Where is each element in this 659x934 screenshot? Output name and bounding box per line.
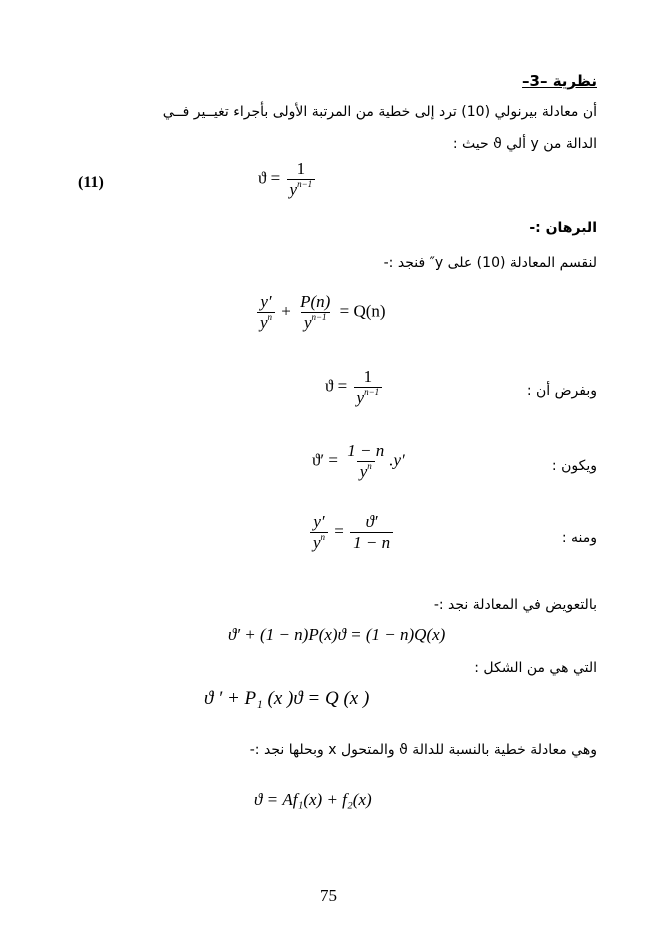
substitution-line: بالتعويض في المعادلة نجد :- xyxy=(433,597,597,613)
eqA-term2-den-exp: n−1 xyxy=(311,311,327,322)
eqC-tail: .y′ xyxy=(389,450,405,470)
eqC-lhs: ϑ′ = xyxy=(312,450,338,470)
eq11-numerator: 1 xyxy=(296,159,306,178)
eq11-den-base: y xyxy=(289,179,298,199)
equation-divided xyxy=(255,293,386,332)
eqA-plus: + xyxy=(281,301,291,321)
eqD-den1-exp: n xyxy=(320,531,326,542)
eq11-fraction xyxy=(287,160,316,199)
eqD-num2: ϑ′ xyxy=(365,512,378,531)
eqA-term2 xyxy=(297,293,333,332)
equation-derivative xyxy=(312,442,405,481)
eqA-term1 xyxy=(257,293,275,332)
eqA-term1-den-exp: n xyxy=(267,311,273,322)
equation-solution: ϑ = Af₁(x) + f₂(x) xyxy=(254,790,372,809)
divide-line: لنقسم المعادلة (10) على y″ فنجد :- xyxy=(383,255,597,271)
eq11-den-exp: n−1 xyxy=(297,178,313,189)
theorem-title: نظرية –3– xyxy=(522,72,597,90)
page-number: 75 xyxy=(320,886,337,905)
eqD-equals: = xyxy=(334,521,344,541)
eqD-num1: y′ xyxy=(313,512,325,531)
proof-title: البرهان :- xyxy=(529,220,597,236)
eqC-den-exp: n xyxy=(367,460,372,471)
eqA-term2-den-base: y xyxy=(303,312,312,332)
eqB-den-base: y xyxy=(356,387,365,407)
eqC-numerator: 1 − n xyxy=(347,441,385,460)
then-label: ويكون : xyxy=(551,458,597,474)
equation-number: (11) xyxy=(78,174,104,191)
eqA-rhs: = Q(n) xyxy=(339,301,386,321)
eq11-lhs: ϑ = xyxy=(258,168,281,188)
eqC-den-base: y xyxy=(359,461,368,481)
eqB-numerator: 1 xyxy=(363,367,373,386)
form-line: التي هي من الشكل : xyxy=(474,660,597,676)
eqD-den2: 1 − n xyxy=(350,532,393,553)
eqA-term1-den-base: y xyxy=(260,312,268,332)
eqD-den1-base: y xyxy=(313,532,321,552)
hence-label: ومنه : xyxy=(561,530,597,546)
equation-standard-form: ϑ ′ + P₁ (x )ϑ = Q (x ) xyxy=(204,688,370,709)
eqB-lhs: ϑ = xyxy=(325,376,348,396)
linear-line: وهي معادلة خطية بالنسبة للدالة ϑ والمتحول x وبحلها نجد :- xyxy=(249,742,597,758)
equation-linear: ϑ′ + (1 − n)P(x)ϑ = (1 − n)Q(x) xyxy=(228,625,446,644)
intro-line-1: أن معادلة بيرنولي (10) ترد إلى خطية من المرتبة الأولى بأجراء تغيــير فــي xyxy=(162,104,597,120)
equation-ratio xyxy=(308,513,395,552)
eqB-den-exp: n−1 xyxy=(364,386,380,397)
equation-substitution xyxy=(325,368,384,407)
equation-11 xyxy=(258,160,317,199)
eqA-term1-num: y′ xyxy=(260,292,272,311)
assume-label: وبفرض أن : xyxy=(526,383,597,399)
intro-line-2: الدالة من y ألي ϑ حيث : xyxy=(452,136,597,152)
eqA-term2-num: P(n) xyxy=(300,292,331,311)
